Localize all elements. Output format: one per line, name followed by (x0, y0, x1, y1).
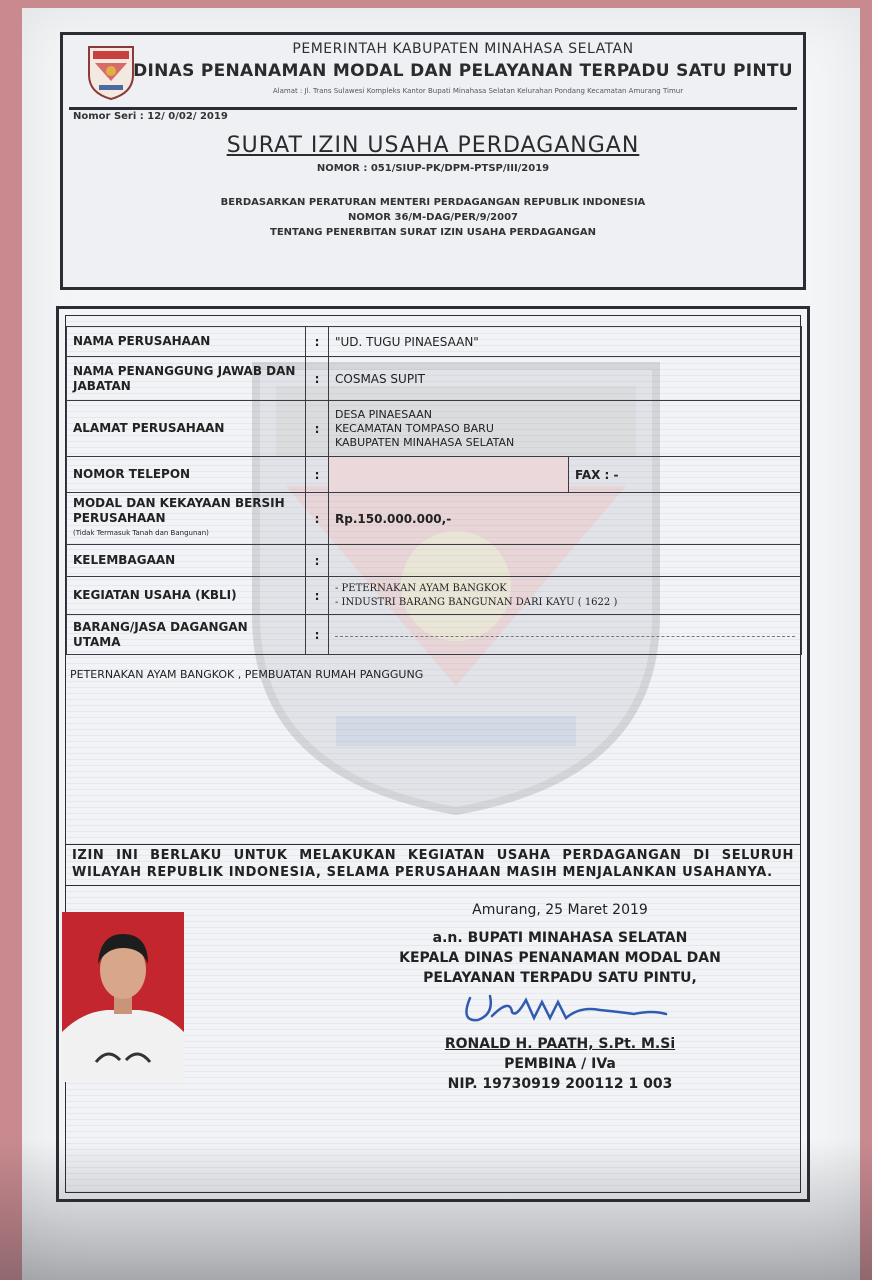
applicant-photo (62, 912, 184, 1082)
activity-item: - PETERNAKAN AYAM BANGKOK (335, 582, 507, 594)
address-value (329, 401, 802, 457)
capital-note: (Tidak Termasuk Tanah dan Bangunan) (73, 529, 209, 537)
capital-label-text: MODAL DAN KEKAYAAN BERSIH PERUSAHAAN (73, 496, 285, 525)
activity-label: KEGIATAN USAHA (KBLI) (67, 577, 306, 615)
field-row-responsible (67, 357, 802, 401)
on-behalf: a.n. BUPATI MINAHASA SELATAN (432, 930, 688, 946)
phone-label: NOMOR TELEPON (67, 457, 306, 493)
person-portrait-icon (62, 912, 184, 1082)
department-name: DINAS PENANAMAN MODAL DAN PELAYANAN TERPADU SATU PINTU (133, 61, 793, 81)
company-name-value: "UD. TUGU PINAESAAN" (329, 327, 802, 357)
colon: : (306, 357, 329, 401)
document-number: NOMOR : 051/SIUP-PK/DPM-PTSP/III/2019 (316, 163, 550, 174)
activity-value (329, 577, 802, 615)
institution-label: KELEMBAGAAN (67, 545, 306, 577)
document-header (60, 32, 806, 290)
responsible-value: COSMAS SUPIT (329, 357, 802, 401)
government-name: PEMERINTAH KABUPATEN MINAHASA SELATAN (292, 41, 634, 57)
responsible-label: NAMA PENANGGUNG JAWAB DAN JABATAN (67, 357, 306, 401)
field-row-institution (67, 545, 802, 577)
colon: : (306, 493, 329, 545)
position-line: KEPALA DINAS PENANAMAN MODAL DAN (399, 950, 721, 966)
office-address: Alamat : Jl. Trans Sulawesi Kompleks Kantor Bupati Minahasa Selatan Kelurahan Pondang Kecamatan Amurang Timur (272, 87, 684, 95)
handwritten-signature-icon (430, 988, 690, 1028)
field-row-company-name (67, 327, 802, 357)
position-line: PELAYANAN TERPADU SATU PINTU, (423, 970, 697, 986)
signer-name: RONALD H. PAATH, S.Pt. M.Si (444, 1036, 676, 1052)
header-divider (69, 107, 797, 110)
phone-value (329, 457, 569, 493)
capital-value: Rp.150.000.000,- (329, 493, 802, 545)
institution-value (329, 545, 802, 577)
signature-block (360, 900, 760, 1094)
address-line: KECAMATAN TOMPASO BARU (335, 421, 494, 435)
colon: : (306, 457, 329, 493)
regency-emblem-icon (85, 41, 137, 101)
colon: : (306, 401, 329, 457)
capital-label (67, 493, 306, 545)
legal-basis-line: BERDASARKAN PERATURAN MENTERI PERDAGANGAN REPUBLIK INDONESIA (220, 197, 646, 208)
field-row-phone (67, 457, 802, 493)
legal-basis-line: NOMOR 36/M-DAG/PER/9/2007 (347, 212, 519, 223)
company-name-label: NAMA PERUSAHAAN (67, 327, 306, 357)
dashed-line (335, 636, 795, 637)
field-row-goods (67, 615, 802, 655)
legal-basis-line: TENTANG PENERBITAN SURAT IZIN USAHA PERDAGANGAN (270, 227, 596, 238)
goods-description: PETERNAKAN AYAM BANGKOK , PEMBUATAN RUMAH PANGGUNG (70, 668, 424, 681)
address-label: ALAMAT PERUSAHAAN (67, 401, 306, 457)
address-line: KABUPATEN MINAHASA SELATAN (335, 435, 515, 449)
license-fields-table (66, 326, 802, 655)
colon: : (306, 615, 329, 655)
legal-basis (123, 195, 743, 240)
field-row-activity (67, 577, 802, 615)
fax-value: FAX : - (569, 457, 802, 493)
field-row-capital (67, 493, 802, 545)
field-row-address (67, 401, 802, 457)
address-line: DESA PINAESAAN (335, 407, 432, 421)
validity-statement: IZIN INI BERLAKU UNTUK MELAKUKAN KEGIATAN USAHA PERDAGANGAN DI SELURUH WILAYAH REPUBLIK INDONESIA, SELAMA PERUSAHAAN MASIH MENJALANKAN USAHANYA. (66, 844, 800, 886)
place-date: Amurang, 25 Maret 2019 (472, 902, 648, 918)
colon: : (306, 545, 329, 577)
signer-nip: NIP. 19730919 200112 1 003 (447, 1076, 673, 1092)
serial-number: Nomor Seri : 12/ 0/02/ 2019 (73, 111, 228, 122)
activity-item: - INDUSTRI BARANG BANGUNAN DARI KAYU ( 1622 ) (335, 596, 618, 608)
document-title: SURAT IZIN USAHA PERDAGANGAN (226, 133, 640, 158)
goods-value (329, 615, 802, 655)
goods-label: BARANG/JASA DAGANGAN UTAMA (67, 615, 306, 655)
colon: : (306, 327, 329, 357)
colon: : (306, 577, 329, 615)
signer-rank: PEMBINA / IVa (504, 1056, 616, 1072)
